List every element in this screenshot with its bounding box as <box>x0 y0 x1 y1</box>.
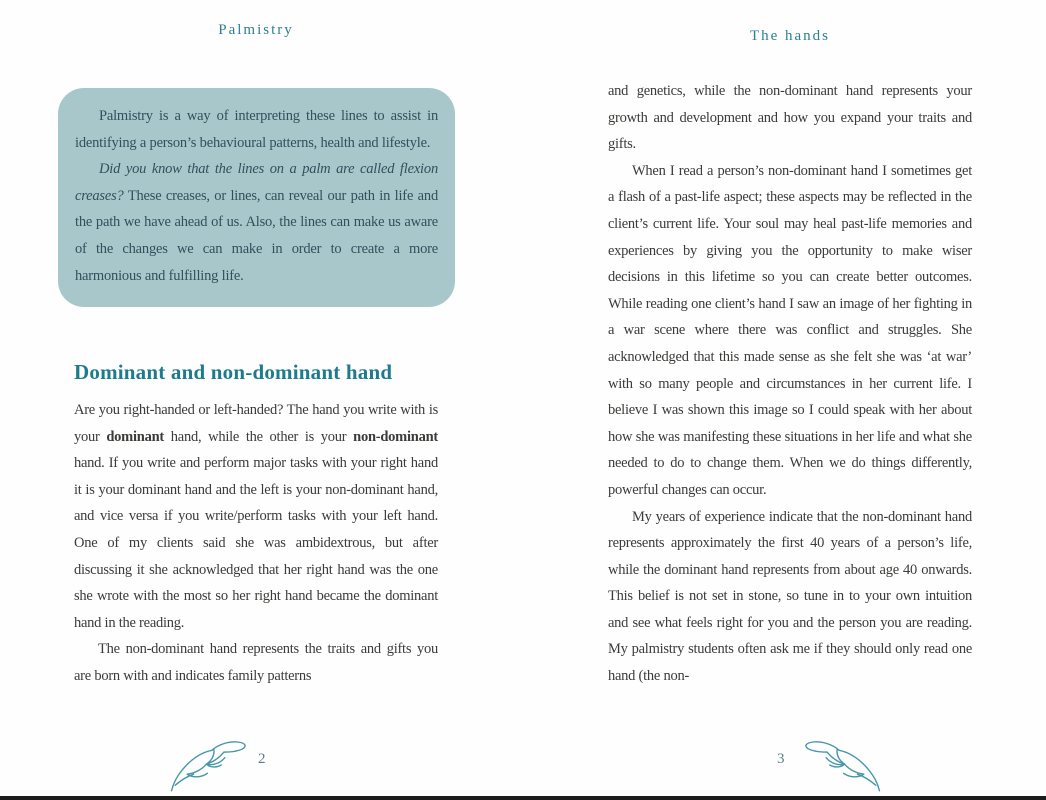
page-left-running-head: Palmistry <box>218 22 294 38</box>
body-paragraph: and genetics, while the non-dominant hand represents your growth and development and how you expand your traits and gifts. <box>608 83 972 153</box>
page-right-footer <box>777 736 885 796</box>
page-number: 3 <box>777 751 785 767</box>
body-paragraph: My years of experience indicate that the non-dominant hand represents approximately the first 40 years of a person’s life, while the dominant hand represents from about age 40 onwards. This belief is not set in stone, so tune in to your own intuition and see what feels right for you and the person you are reading. My palmistry students often ask me if they should only read one hand (the non- <box>608 508 972 685</box>
page-number: 2 <box>258 751 266 767</box>
callout-paragraph: Palmistry is a way of interpreting these lines to assist in identifying a person’s behavioural patterns, health and lifestyle. <box>75 108 438 151</box>
page-left-footer <box>166 736 266 796</box>
body-paragraph: When I read a person’s non-dominant hand I sometimes get a flash of a past-life aspect; these aspects may be reflected in the client’s current life. Your soul may heal past-life memories and experiences by giving you the opportunity to make wiser decisions in this lifetime so you can create better outcomes. While reading one client’s hand I saw an image of her fighting in a war scene where there was conflict and struggles. She acknowledged that this made sense as she felt she was ‘at war’ with so many people and circumstances in her current life. I believe I was shown this image so I could speak with her about how she was manifesting these situations in her life and what she needed to do to change them. When we do things differently, powerful changes can occur. <box>608 162 972 498</box>
callout-box <box>58 88 455 307</box>
book-bottom-edge <box>0 796 1046 800</box>
page-right-body <box>608 78 972 690</box>
page-right-running-head: The hands <box>749 28 831 44</box>
page-left-body <box>74 397 438 690</box>
body-paragraph: Are you right-handed or left-handed? The hand you write with is your dominant hand, while the other is your non-dominant hand. If you write and perform major tasks with your right hand it is your dominant hand and the left is your non-dominant hand, and vice versa if you write/perform tasks with your left hand. One of my clients said she was ambidextrous, but after discussing it she acknowledged that her right hand was the one she wrote with the most so her right hand became the dominant hand in the reading. <box>74 402 438 631</box>
hand-sketch-icon <box>793 736 885 794</box>
callout-paragraph: Did you know that the lines on a palm are called flexion creases? These creases, or lines, can reveal our path in life and the path we have ahead of us. Also, the lines can make us aware of the changes we can make in order to create a more harmonious and fulfilling life. <box>75 161 438 284</box>
hand-sketch-icon <box>166 736 258 794</box>
body-paragraph: The non-dominant hand represents the traits and gifts you are born with and indicates family patterns <box>74 641 438 684</box>
section-heading: Dominant and non-dominant hand <box>74 360 393 384</box>
